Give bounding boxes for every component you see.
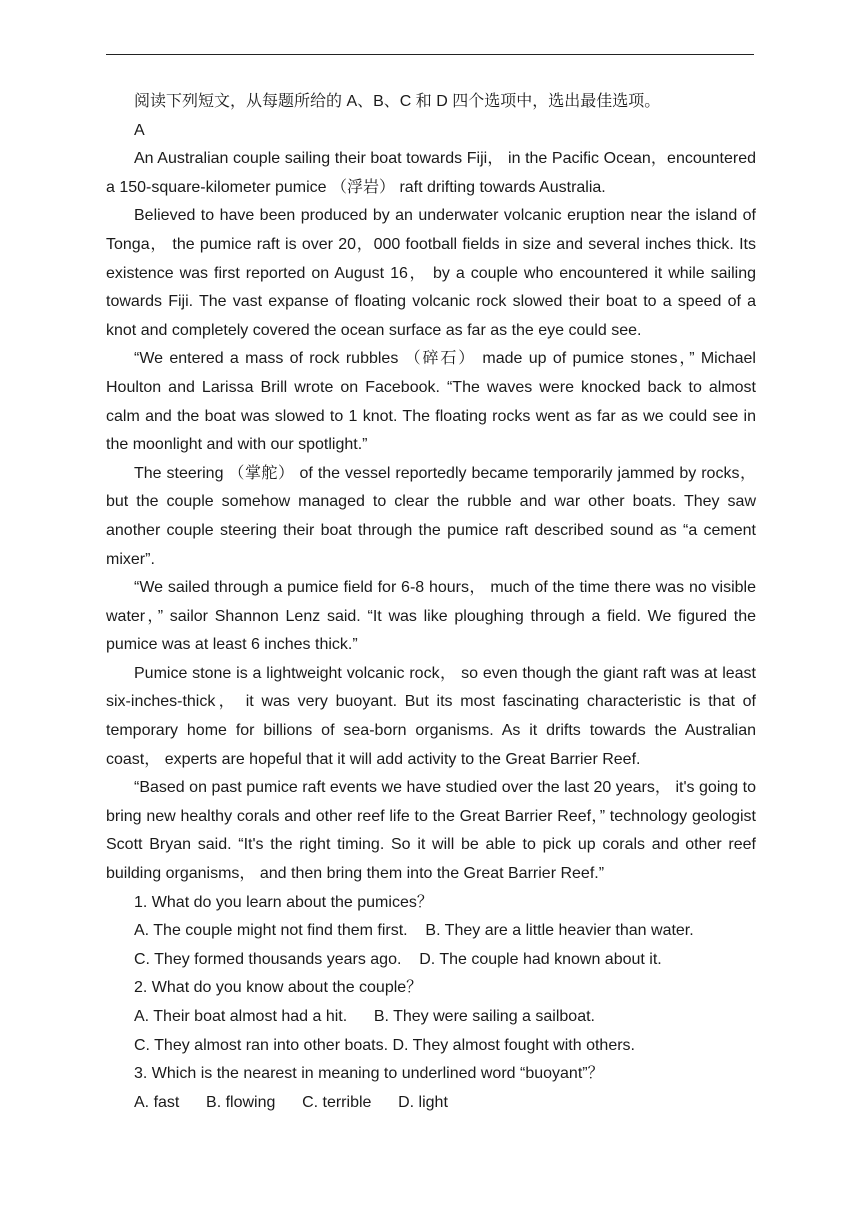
paragraph-1: An Australian couple sailing their boat towards Fiji， in the Pacific Ocean，encountered a 150-square-kilometer pumice （浮岩） raft drifting towards Australia. [106, 150, 756, 196]
document-body [106, 88, 756, 1117]
paragraph-3: “We entered a mass of rock rubbles （碎石） made up of pumice stones，” Michael Houlton and Larissa Brill wrote on Facebook. “The waves were knocked back to almost calm and the boat was slowed to 1 knot. The floating rocks went as far as we could see in the moonlight and with our spotlight.” [106, 350, 756, 454]
question-3-options-row-1: A. fast B. flowing C. terrible D. light [134, 1093, 448, 1111]
paragraph-4: The steering （掌舵） of the vessel reportedly became temporarily jammed by rocks，but the couple somehow managed to clear the rubble and war other boats. They saw another couple steering their boat through the pumice raft described sound as “a cement mixer”. [106, 464, 756, 568]
question-1-stem: 1. What do you learn about the pumices？ [134, 893, 433, 911]
question-1-options-row-1: A. The couple might not find them first. B. They are a little heavier than water. [134, 922, 694, 940]
question-3-stem: 3. Which is the nearest in meaning to underlined word “buoyant”？ [134, 1065, 604, 1083]
question-2-stem: 2. What do you know about the couple？ [134, 979, 423, 997]
paragraph-5: “We sailed through a pumice field for 6-8 hours， much of the time there was no visible water，” sailor Shannon Lenz said. “It was like ploughing through a field. We figured the pumice was at least 6 inches thick.” [106, 579, 756, 654]
question-1-options-row-2: C. They formed thousands years ago. D. The couple had known about it. [134, 950, 662, 968]
paragraph-6: Pumice stone is a lightweight volcanic rock， so even though the giant raft was at least six-inches-thick， it was very buoyant. But its most fascinating characteristic is that of temporary home for billions of sea-born organisms. As it drifts towards the Australian coast， experts are hopeful that it will add activity to the Great Barrier Reef. [106, 664, 756, 768]
header-rule [106, 54, 754, 55]
question-2-options-row-2: C. They almost ran into other boats. D. They almost fought with others. [134, 1036, 635, 1054]
paragraph-7: “Based on past pumice raft events we have studied over the last 20 years， it's going to bring new healthy corals and other reef life to the Great Barrier Reef，” technology geologist Scott Bryan said. “It's the right timing. So it will be able to pick up corals and other reef building organisms， and then bring them into the Great Barrier Reef.” [106, 779, 757, 883]
passage-label: A [134, 121, 145, 139]
instruction: 阅读下列短文，从每题所给的 A、B、C 和 D 四个选项中，选出最佳选项。 [134, 93, 661, 110]
paragraph-2: Believed to have been produced by an underwater volcanic eruption near the island of Tonga， the pumice raft is over 20，000 football fields in size and several inches thick. Its existence was first reported on August 16， by a couple who encountered it while sailing towards Fiji. The vast expanse of floating volcanic rock slowed their boat to a speed of a knot and completely covered the ocean surface as far as the eye could see. [106, 207, 756, 339]
question-2-options-row-1: A. Their boat almost had a hit. B. They were sailing a sailboat. [134, 1008, 595, 1025]
